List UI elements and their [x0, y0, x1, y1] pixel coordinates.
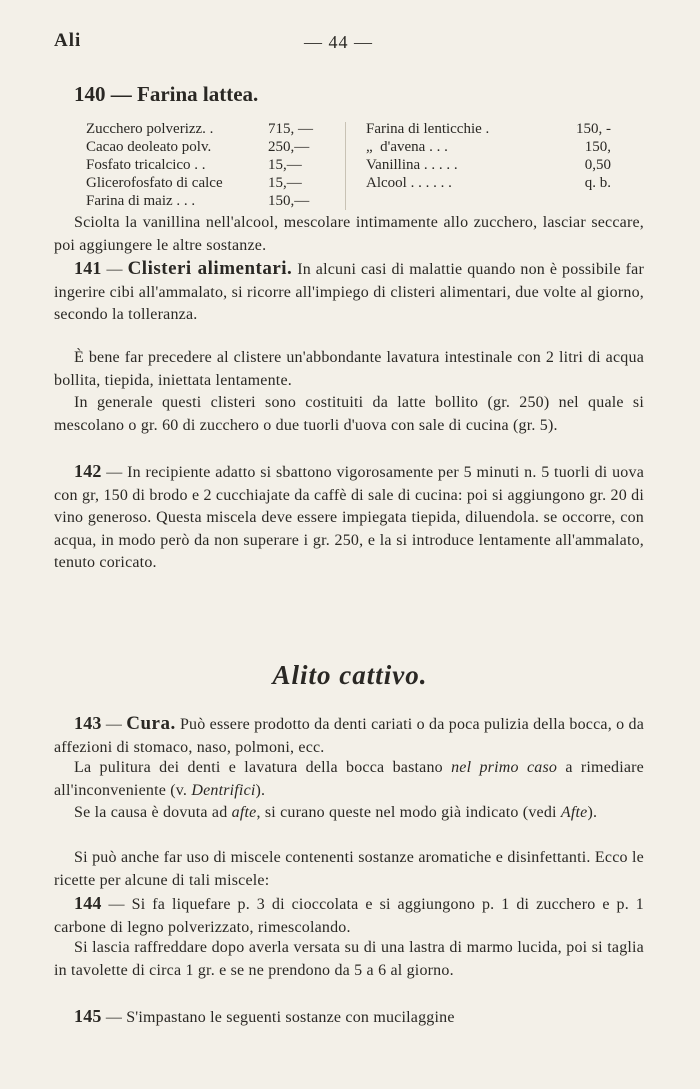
recipe-143-paragraph-2	[54, 757, 644, 802]
text-run: Se la causa è dovuta ad	[74, 804, 232, 821]
italic-run: afte	[231, 804, 257, 821]
ingredient-quantity: 15,—	[268, 175, 302, 191]
ingredient-row	[366, 138, 636, 156]
ingredient-name: „ d'avena . . .	[366, 139, 448, 155]
ingredient-name: Farina di maiz . . .	[86, 193, 196, 209]
ingredient-name: Cacao deoleato polv.	[86, 139, 212, 155]
ingredient-name: Fosfato tricalcico . .	[86, 157, 206, 173]
ingredient-quantity: q. b.	[584, 175, 611, 191]
dash: —	[106, 261, 123, 278]
dash: —	[110, 82, 132, 106]
ingredient-name: Alcool . . . . . .	[366, 175, 452, 191]
ingredient-row	[86, 120, 336, 138]
section-title: Alito cattivo.	[272, 660, 428, 690]
recipe-number: 142	[74, 461, 102, 481]
ingredient-quantity: 715, —	[268, 121, 313, 137]
recipe-144-paragraph	[54, 892, 644, 939]
ingredient-name: Glicerofosfato di calce	[86, 175, 223, 191]
recipe-number: 145	[74, 1006, 102, 1026]
recipe-title: Farina lattea.	[137, 82, 259, 106]
recipe-text: — Si fa liquefare p. 3 di cioccolata e si aggiungono p. 1 di zucchero e p. 1 carbone di legno polverizzato, rimescolando.	[54, 896, 645, 936]
recipe-number: 140	[74, 82, 106, 106]
ingredient-row	[86, 192, 336, 210]
recipe-text: In alcuni casi di malattie quando non è possibile far ingerire cibi all'ammalato, si ricorre all'impiego di clisteri alimentari, due volte al giorno, secondo la tolleranza.	[54, 261, 644, 323]
page-number: — 44 —	[304, 32, 373, 52]
ingredient-row	[86, 174, 336, 192]
ingredients-right-column	[366, 120, 636, 192]
text-run: La pulitura dei denti e lavatura della bocca bastano	[74, 759, 452, 776]
column-divider	[345, 122, 346, 210]
italic-run: nel primo caso	[451, 759, 558, 776]
cross-reference: Dentrifici	[191, 781, 256, 799]
recipe-text: — In recipiente adatto si sbattono vigorosamente per 5 minuti n. 5 tuorli di uova con gr, 150 di brodo e 2 cucchiajate da caffè di sale di cucina: poi si aggiungono gr. 20 di vino generoso. Questa miscela deve essere impiegata tiepida, diluendola. se occorre, con acqua, in modo però da non superare i gr. 250, e la si introduce lentamente all'ammalato, tenuto coricato.	[54, 464, 644, 571]
ingredient-quantity: 0,50	[584, 157, 611, 173]
recipe-title: Cura.	[126, 713, 176, 734]
recipe-text: Può essere prodotto da denti cariati o da poca pulizia della bocca, o da affezioni di stomaco, naso, polmoni, ecc.	[54, 716, 645, 756]
recipe-140-heading	[74, 82, 258, 107]
recipe-141-paragraph-2: È bene far precedere al clistere un'abbondante lavatura intestinale con 2 litri di acqua bollita, tiepida, iniettata lentamente.	[54, 349, 644, 389]
recipe-143-paragraph	[54, 712, 644, 759]
ingredient-quantity: 15,—	[268, 157, 302, 173]
recipe-145-paragraph	[54, 1005, 644, 1030]
text-run: , si curano queste nel modo già indicato (vedi	[256, 804, 561, 821]
ingredient-quantity: 250,—	[268, 139, 310, 155]
recipe-number: 141	[74, 258, 102, 278]
recipe-141-paragraph-3: In generale questi clisteri sono costituiti da latte bollito (gr. 250) nel quale si mescolano o gr. 60 di zucchero o due tuorli d'uova con sale di cucina (gr. 5).	[54, 394, 644, 434]
recipe-title: Clisteri alimentari.	[127, 258, 293, 279]
ingredient-name: Zucchero polverizz. .	[86, 121, 214, 137]
recipe-number: 143	[74, 713, 102, 733]
text-run: ).	[587, 804, 598, 821]
dash: —	[105, 716, 123, 733]
text-run: a rimediare all'inconveniente (v.	[54, 759, 644, 799]
page-header	[54, 30, 656, 58]
ingredient-quantity: 150, -	[576, 121, 611, 137]
ingredients-left-column	[86, 120, 336, 210]
recipe-144-paragraph-2: Si lascia raffreddare dopo averla versata su di una lastra di marmo lucida, poi si taglia in tavolette di circa 1 gr. e se ne prendono da 5 a 6 al giorno.	[54, 939, 644, 979]
ingredient-name: Vanillina . . . . .	[366, 157, 458, 173]
recipe-143-paragraph-4: Si può anche far uso di miscele contenenti sostanze aromatiche e disinfettanti. Ecco le ricette per alcune di tali miscele:	[54, 849, 644, 889]
recipe-141-paragraph	[54, 257, 644, 327]
recipe-number: 144	[74, 893, 102, 913]
ingredient-name: Farina di lenticchie .	[366, 121, 490, 137]
ingredient-row	[86, 138, 336, 156]
cross-reference: Afte	[560, 804, 588, 821]
text-run: ).	[255, 781, 266, 799]
ingredient-row	[366, 174, 636, 192]
recipe-text: — S'impastano le seguenti sostanze con mucilaggine	[105, 1009, 455, 1026]
recipe-140-instructions: Sciolta la vanillina nell'alcool, mescolare intimamente allo zucchero, lasciar seccare, poi aggiungere le altre sostanze.	[54, 214, 644, 254]
recipe-143-paragraph-3	[54, 802, 644, 825]
running-head: Ali	[54, 30, 82, 51]
recipe-142-paragraph	[54, 460, 644, 575]
ingredient-row	[366, 156, 636, 174]
ingredient-quantity: 150,	[584, 139, 611, 155]
ingredient-quantity: 150,—	[268, 193, 310, 209]
ingredient-row	[366, 120, 636, 138]
ingredient-row	[86, 156, 336, 174]
